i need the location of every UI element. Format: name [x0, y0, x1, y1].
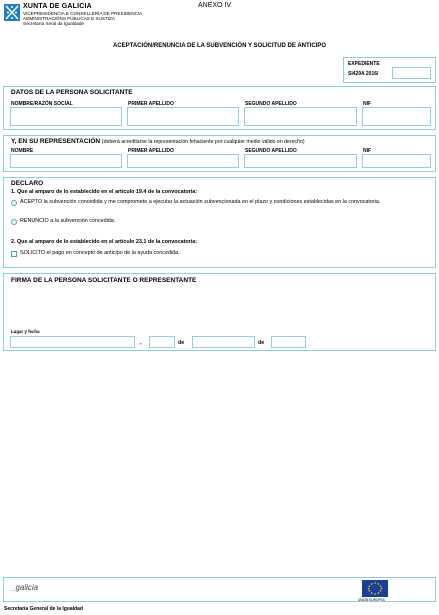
- secretaria-footer: Secretaría General de la Igualdad: [4, 606, 83, 612]
- solicitante-apellido1-label: PRIMER APELLIDO: [128, 101, 174, 107]
- de-separator-2: de: [258, 340, 265, 346]
- representante-nombre-field[interactable]: [10, 154, 122, 168]
- solicitante-apellido2-label: SEGUNDO APELLIDO: [245, 101, 297, 107]
- de-separator-1: de: [178, 340, 185, 346]
- representacion-note: (deberá acreditarse la representación fehaciente por cualquier medio válido en derecho): [101, 139, 305, 145]
- solicitante-title: DATOS DE LA PERSONA SOLICITANTE: [11, 89, 133, 96]
- org-line-3: Secretaría Xeral da Igualdade: [23, 21, 85, 26]
- mes-field[interactable]: [192, 336, 255, 348]
- declaro-title: DECLARO: [11, 180, 44, 187]
- anio-field[interactable]: [271, 336, 306, 348]
- acepto-radio[interactable]: [11, 200, 17, 206]
- representante-apellido2-label: SEGUNDO APELLIDO: [245, 148, 297, 154]
- solicitante-nif-label: NIF: [363, 101, 372, 107]
- org-name: XUNTA DE GALICIA: [23, 3, 92, 10]
- representante-apellido2-field[interactable]: [244, 154, 357, 168]
- representante-nif-label: NIF: [363, 148, 372, 154]
- solicitante-nombre-label: NOMBRE/RAZÓN SOCIAL: [11, 101, 73, 107]
- eu-caption: UNIÓN EUROPEA: [358, 598, 385, 602]
- representante-apellido1-field[interactable]: [127, 154, 239, 168]
- representante-nif-field[interactable]: [362, 154, 431, 168]
- representante-apellido1-label: PRIMER APELLIDO: [128, 148, 174, 154]
- expediente-number-field[interactable]: [392, 67, 431, 79]
- solicitante-nif-field[interactable]: [362, 107, 431, 126]
- xunta-logo: [4, 4, 20, 21]
- org-line-2: ADMINISTRACIÓNS PÚBLICAS E XUSTIZA: [23, 16, 115, 21]
- annex-label: ANEXO IV: [198, 2, 232, 9]
- renuncio-text: RENUNCIO a la subvención concedida.: [20, 218, 116, 224]
- expediente-code: SI429A 2016/: [348, 71, 379, 77]
- comma-separator: ,: [140, 340, 142, 346]
- lugar-fecha-label: Lugar y fecha: [11, 329, 40, 334]
- renuncio-radio[interactable]: [11, 219, 17, 225]
- representacion-title: Y, EN SU REPRESENTACIÓN (deberá acreditarse la representación fehaciente por cualquier medio válido en derecho): [11, 138, 305, 145]
- solicito-text: SOLICITO el pago en concepto de anticipo de la ayuda concedida.: [20, 250, 180, 256]
- declaro-item-2: 2. Que al amparo de lo establecido en el artículo 23.1 de la convocatoria:: [11, 239, 198, 245]
- solicito-checkbox[interactable]: [11, 251, 17, 257]
- solicitante-apellido2-field[interactable]: [244, 107, 357, 126]
- galicia-logo: _galicia: [11, 583, 39, 592]
- dia-field[interactable]: [149, 336, 175, 348]
- firma-title: FIRMA DE LA PERSONA SOLICITANTE O REPRESENTANTE: [11, 277, 197, 284]
- org-line-1: VICEPRESIDENCIA E CONSELLERÍA DE PRESIDENCIA,: [23, 11, 144, 16]
- document-title: ACEPTACIÓN/RENUNCIA DE LA SUBVENCIÓN Y SOLICITUD DE ANTICIPO: [112, 43, 326, 49]
- solicitante-nombre-field[interactable]: [10, 107, 122, 126]
- solicitante-apellido1-field[interactable]: [127, 107, 239, 126]
- expediente-label: EXPEDIENTE: [348, 61, 380, 67]
- lugar-field[interactable]: [10, 336, 135, 348]
- acepto-text: ACEPTO la subvención concedida y me comprometo a ejecutar la actuación subvencionada en el plazo y condiciones establecidas en la convocatoria.: [20, 199, 381, 205]
- representante-nombre-label: NOMBRE: [11, 148, 34, 154]
- declaro-item-1: 1. Que al amparo de lo establecido en el artículo 19.4 de la convocatoria:: [11, 189, 198, 195]
- eu-flag-icon: [362, 580, 388, 597]
